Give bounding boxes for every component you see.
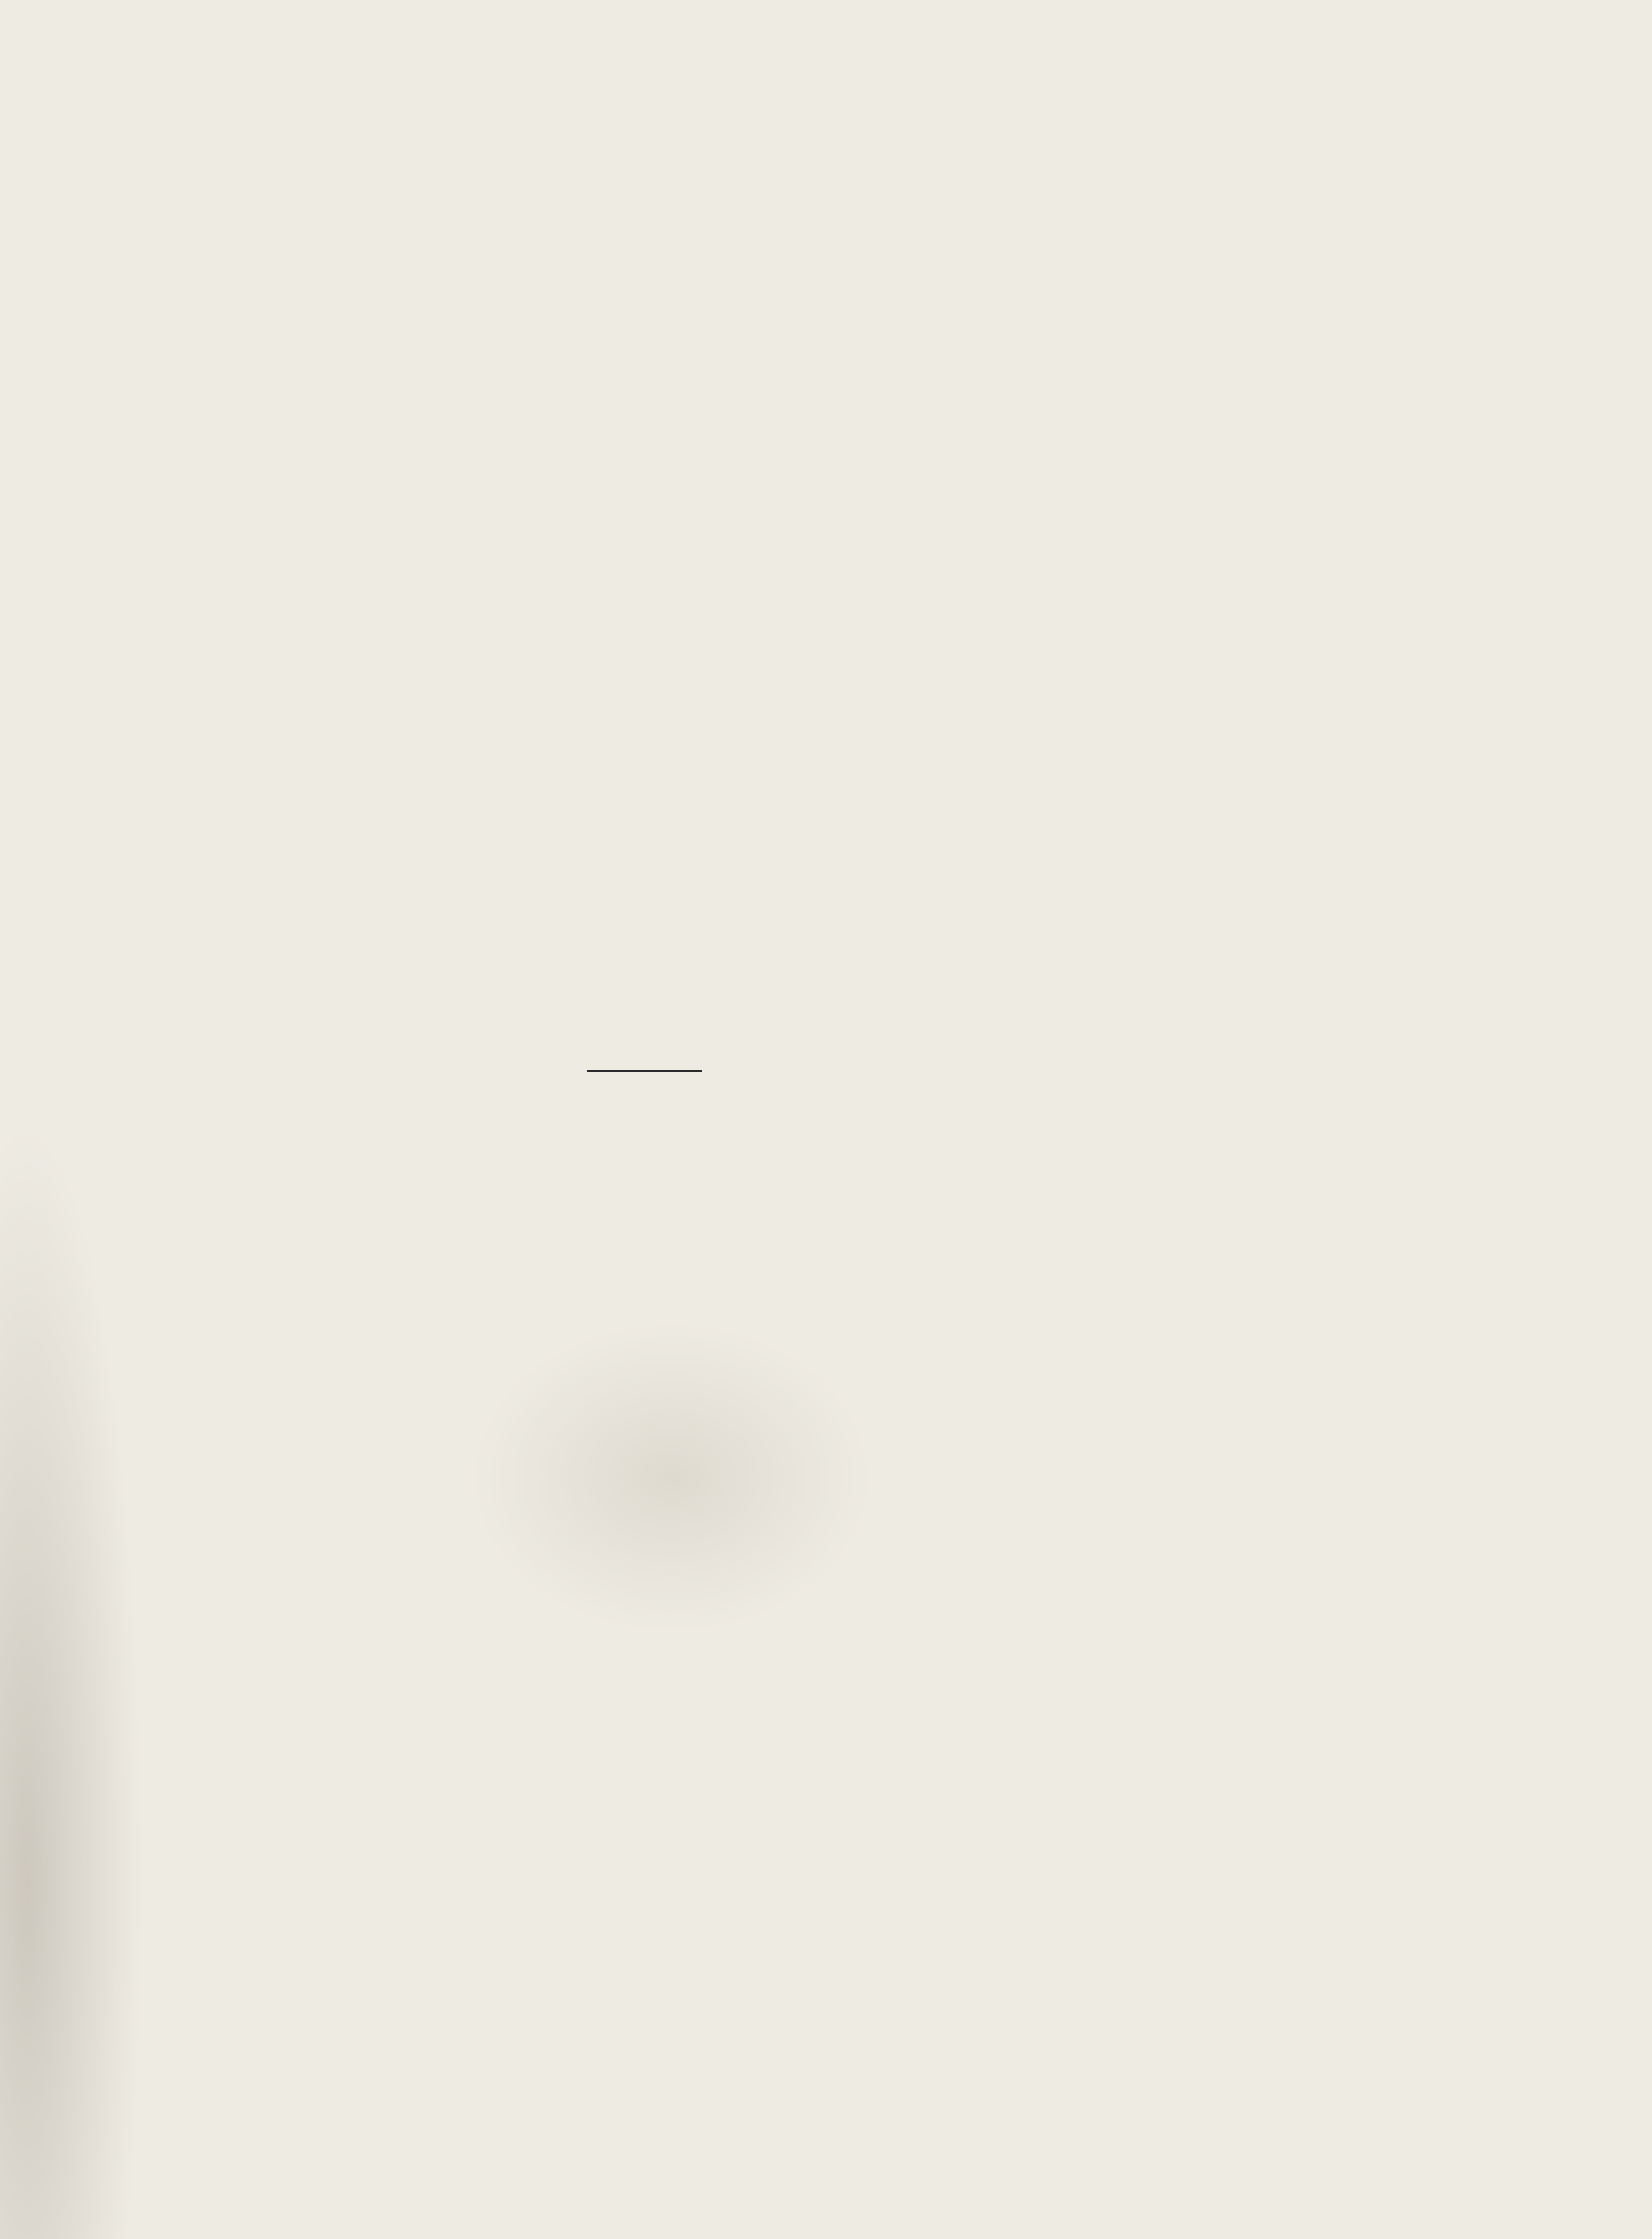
section-divider [587, 1070, 702, 1072]
scan-stain [470, 1321, 873, 1634]
scan-shadow-left [0, 1120, 143, 2239]
